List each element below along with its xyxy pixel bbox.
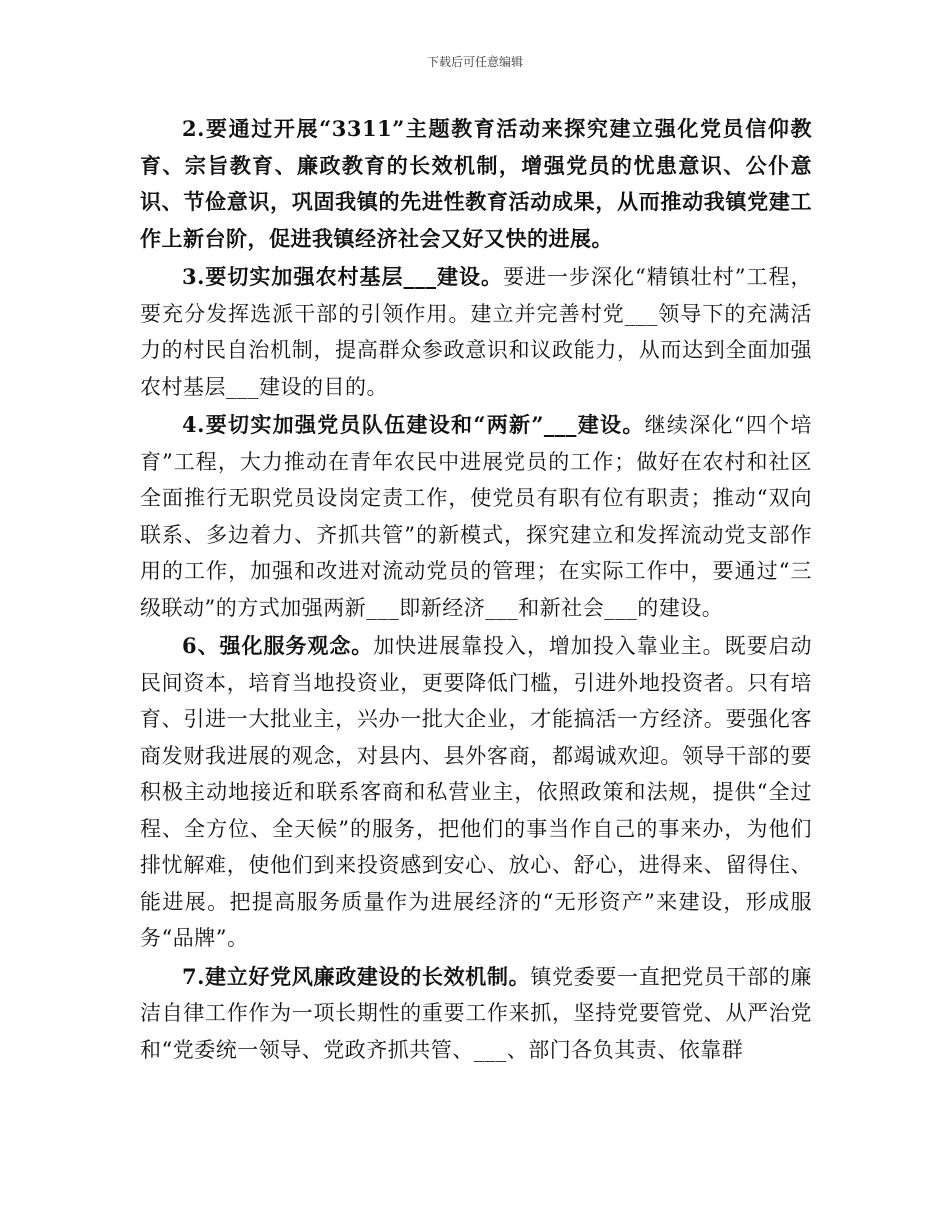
paragraph-6 bbox=[140, 628, 812, 957]
paragraph-4 bbox=[140, 407, 812, 626]
paragraph-4-lead: 4.要切实加强党员队伍建设和“两新”___建设。 bbox=[182, 412, 645, 437]
paragraph-6-lead: 6、强化服务观念。 bbox=[182, 633, 374, 658]
page-header: 下载后可任意编辑 bbox=[426, 55, 523, 69]
paragraph-3-lead: 3.要切实加强农村基层___建设。 bbox=[182, 264, 503, 289]
paragraph-2-lead: 2.要通过开展“3311”主题教育活动来探究建立强化党员信仰教育、宗旨教育、廉政教育的长效机制，增强党员的忧患意识、公仆意识、节俭意识，巩固我镇的先进性教育活动成果，从而推动我镇党建工作上新台阶，促进我镇经济社会又好又快的进展。 bbox=[140, 116, 812, 251]
paragraph-6-body: 加快进展靠投入，增加投入靠业主。既要启动民间资本，培育当地投资业，更要降低门槛，引进外地投资者。只有培育、引进一大批业主，兴办一批大企业，才能搞活一方经济。要强化客商发财我进展的观念，对县内、县外客商，都竭诚欢迎。领导干部的要积极主动地接近和联系客商和私营业主，依照政策和法规，提供“全过程、全方位、全天候”的服务，把他们的事当作自己的事来办，为他们排忧解难，使他们到来投资感到安心、放心、舒心，进得来、留得住、能进展。把提高服务质量作为进展经济的“无形资产”来建设，形成服务“品牌”。 bbox=[140, 634, 812, 950]
paragraph-4-body: 继续深化“四个培育”工程，大力推动在青年农民中进展党员的工作；做好在农村和社区全面推行无职党员设岗定责工作，使党员有职有位有职责；推动“双向联系、多边着力、齐抓共管”的新模式，探究建立和发挥流动党支部作用的工作，加强和改进对流动党员的管理；在实际工作中，要通过“三级联动”的方式加强两新___即新经济___和新社会___的建设。 bbox=[140, 413, 812, 620]
paragraph-7-lead: 7.建立好党风廉政建设的长效机制。 bbox=[182, 963, 531, 989]
paragraph-7 bbox=[140, 959, 812, 1069]
document-body bbox=[140, 111, 812, 1068]
paragraph-3 bbox=[140, 259, 812, 405]
paragraph-2 bbox=[140, 111, 812, 257]
paragraph-3-body: 要进一步深化“精镇壮村”工程，要充分发挥选派干部的引领作用。建立并完善村党___领导下的充满活力的村民自治机制，提高群众参政意识和议政能力，从而达到全面加强农村基层___建设的目的。 bbox=[140, 265, 812, 399]
paragraph-7-body: 镇党委要一直把党员干部的廉洁自律工作作为一项长期性的重要工作来抓，坚持党要管党、从严治党和“党委统一领导、党政齐抓共管、___、部门各负其责、依靠群 bbox=[140, 964, 813, 1062]
